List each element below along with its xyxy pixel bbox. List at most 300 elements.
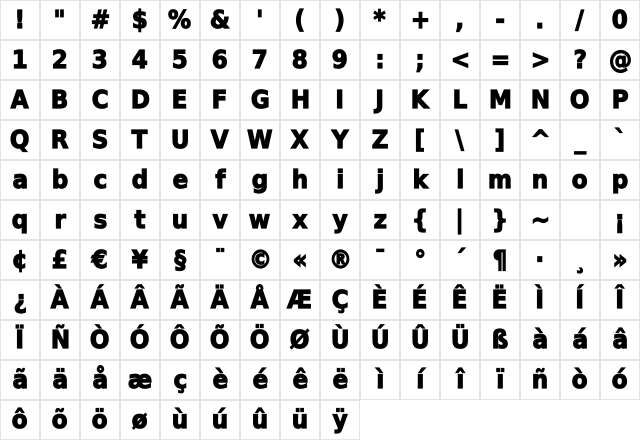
glyph: } — [491, 205, 509, 234]
glyph: Ò — [90, 325, 110, 354]
glyph: ] — [494, 125, 506, 154]
glyph-cell[interactable] — [120, 400, 160, 440]
glyph-cell[interactable] — [600, 40, 640, 80]
glyph-cell[interactable] — [400, 240, 440, 280]
glyph-cell[interactable] — [200, 160, 240, 200]
glyph: © — [248, 245, 272, 274]
glyph-cell[interactable] — [80, 160, 120, 200]
empty-area — [360, 400, 400, 440]
glyph: · — [535, 245, 545, 274]
glyph: s — [93, 205, 107, 234]
glyph: 5 — [171, 45, 189, 74]
glyph-cell[interactable] — [480, 200, 520, 240]
glyph-cell[interactable] — [280, 40, 320, 80]
glyph-cell[interactable] — [480, 320, 520, 360]
glyph-cell[interactable] — [360, 120, 400, 160]
glyph: R — [51, 125, 69, 154]
glyph: y — [332, 205, 348, 234]
glyph: ó — [612, 365, 628, 394]
glyph: 3 — [91, 45, 109, 74]
glyph: 2 — [51, 45, 69, 74]
glyph: Å — [251, 285, 269, 314]
glyph-cell[interactable] — [120, 0, 160, 40]
glyph: 1 — [11, 45, 29, 74]
glyph-cell[interactable] — [160, 80, 200, 120]
glyph: x — [292, 205, 308, 234]
glyph-cell[interactable] — [560, 80, 600, 120]
glyph: w — [249, 205, 271, 234]
glyph: 8 — [291, 45, 309, 74]
glyph: £ — [51, 245, 69, 274]
glyph: / — [575, 5, 585, 34]
glyph-cell[interactable] — [320, 200, 360, 240]
glyph: Y — [331, 125, 349, 154]
glyph-cell[interactable] — [200, 80, 240, 120]
glyph: d — [131, 165, 149, 194]
glyph-cell[interactable] — [160, 400, 200, 440]
glyph-cell[interactable] — [320, 240, 360, 280]
glyph: ` — [614, 125, 626, 154]
glyph: > — [530, 45, 550, 74]
glyph-cell[interactable] — [440, 320, 480, 360]
glyph-cell[interactable] — [0, 120, 40, 160]
glyph: = — [490, 45, 510, 74]
glyph: ¢ — [11, 245, 29, 274]
glyph-cell[interactable] — [560, 320, 600, 360]
glyph-cell[interactable] — [80, 40, 120, 80]
glyph-cell[interactable] — [280, 120, 320, 160]
glyph-cell[interactable] — [40, 0, 80, 40]
glyph-cell[interactable] — [80, 400, 120, 440]
glyph-cell[interactable] — [560, 40, 600, 80]
glyph-cell[interactable] — [200, 120, 240, 160]
glyph-cell[interactable] — [600, 240, 640, 280]
glyph-cell[interactable] — [600, 0, 640, 40]
glyph-cell[interactable] — [120, 240, 160, 280]
glyph-cell[interactable] — [360, 320, 400, 360]
glyph-cell[interactable] — [560, 280, 600, 320]
glyph-cell[interactable] — [520, 320, 560, 360]
glyph: r — [54, 205, 66, 234]
glyph: ) — [334, 5, 346, 34]
glyph-cell[interactable] — [160, 0, 200, 40]
glyph: À — [51, 285, 69, 314]
glyph: H — [290, 85, 310, 114]
glyph: Õ — [210, 325, 230, 354]
glyph: ô — [12, 405, 28, 434]
glyph-cell[interactable] — [80, 0, 120, 40]
glyph: J — [375, 85, 385, 114]
glyph-cell[interactable] — [440, 0, 480, 40]
glyph-cell[interactable] — [80, 240, 120, 280]
glyph: Ú — [370, 325, 390, 354]
glyph-cell[interactable] — [240, 360, 280, 400]
glyph: à — [532, 325, 548, 354]
glyph-cell[interactable] — [520, 0, 560, 40]
glyph-cell[interactable] — [280, 160, 320, 200]
glyph-cell[interactable] — [120, 40, 160, 80]
glyph-cell[interactable] — [40, 240, 80, 280]
glyph: « — [292, 245, 308, 274]
glyph-cell[interactable] — [480, 280, 520, 320]
glyph: D — [130, 85, 150, 114]
glyph-cell[interactable] — [120, 280, 160, 320]
glyph-cell[interactable] — [120, 120, 160, 160]
glyph-cell[interactable] — [0, 320, 40, 360]
glyph: å — [92, 365, 108, 394]
glyph-cell[interactable] — [600, 200, 640, 240]
glyph-cell[interactable] — [160, 240, 200, 280]
glyph-cell[interactable] — [360, 200, 400, 240]
glyph-cell[interactable] — [560, 200, 600, 240]
glyph-cell[interactable] — [280, 80, 320, 120]
glyph-cell[interactable] — [480, 0, 520, 40]
glyph-cell[interactable] — [40, 40, 80, 80]
glyph: ò — [572, 365, 588, 394]
glyph-cell[interactable] — [0, 280, 40, 320]
glyph-cell[interactable] — [160, 120, 200, 160]
glyph-cell[interactable] — [120, 360, 160, 400]
empty-area — [440, 400, 480, 440]
glyph: p — [611, 165, 629, 194]
glyph: C — [91, 85, 109, 114]
glyph-cell[interactable] — [480, 40, 520, 80]
glyph-cell[interactable] — [160, 320, 200, 360]
glyph-cell[interactable] — [520, 240, 560, 280]
empty-area — [560, 400, 600, 440]
glyph-cell[interactable] — [400, 160, 440, 200]
glyph-cell[interactable] — [400, 40, 440, 80]
glyph-cell[interactable] — [240, 40, 280, 80]
glyph-cell[interactable] — [40, 400, 80, 440]
glyph-cell[interactable] — [320, 0, 360, 40]
glyph-cell[interactable] — [280, 360, 320, 400]
glyph: ´ — [454, 245, 466, 274]
glyph-cell[interactable] — [200, 40, 240, 80]
empty-area — [480, 400, 520, 440]
glyph: 7 — [251, 45, 269, 74]
glyph-cell[interactable] — [320, 360, 360, 400]
glyph-cell[interactable] — [360, 0, 400, 40]
glyph: Ê — [452, 285, 468, 314]
glyph-cell[interactable] — [160, 360, 200, 400]
glyph-cell[interactable] — [560, 160, 600, 200]
glyph: X — [291, 125, 309, 154]
glyph-cell[interactable] — [480, 80, 520, 120]
glyph-cell[interactable] — [0, 160, 40, 200]
glyph: Ñ — [50, 325, 70, 354]
glyph-cell[interactable] — [80, 320, 120, 360]
glyph: F — [212, 85, 228, 114]
glyph: g — [251, 165, 269, 194]
glyph-cell[interactable] — [0, 360, 40, 400]
glyph-cell[interactable] — [360, 360, 400, 400]
glyph-cell[interactable] — [160, 200, 200, 240]
glyph-cell[interactable] — [360, 40, 400, 80]
glyph-cell[interactable] — [160, 280, 200, 320]
glyph-cell[interactable] — [400, 280, 440, 320]
glyph: Ö — [250, 325, 270, 354]
glyph: ä — [52, 365, 68, 394]
glyph-cell[interactable] — [440, 40, 480, 80]
glyph-cell[interactable] — [80, 120, 120, 160]
glyph: K — [411, 85, 429, 114]
glyph: Ó — [130, 325, 150, 354]
glyph-cell[interactable] — [320, 120, 360, 160]
glyph-cell[interactable] — [200, 0, 240, 40]
empty-area — [520, 400, 560, 440]
glyph-cell[interactable] — [560, 360, 600, 400]
glyph-cell[interactable] — [600, 120, 640, 160]
glyph-cell[interactable] — [0, 400, 40, 440]
glyph: ~ — [530, 205, 550, 234]
glyph-cell[interactable] — [280, 400, 320, 440]
glyph-cell[interactable] — [200, 200, 240, 240]
glyph-cell[interactable] — [0, 200, 40, 240]
glyph: S — [91, 125, 109, 154]
glyph: | — [455, 205, 465, 234]
glyph-cell[interactable] — [80, 80, 120, 120]
glyph: : — [375, 45, 385, 74]
glyph-cell[interactable] — [520, 80, 560, 120]
glyph-cell[interactable] — [120, 80, 160, 120]
glyph-cell[interactable] — [320, 160, 360, 200]
glyph: A — [11, 85, 29, 114]
empty-area — [600, 400, 640, 440]
glyph-cell[interactable] — [360, 160, 400, 200]
glyph-cell[interactable] — [200, 280, 240, 320]
glyph: ^ — [530, 125, 550, 154]
glyph-cell[interactable] — [600, 80, 640, 120]
glyph: ø — [132, 405, 148, 434]
glyph-cell[interactable] — [40, 200, 80, 240]
glyph: Ô — [170, 325, 190, 354]
glyph-cell[interactable] — [520, 200, 560, 240]
glyph: < — [450, 45, 470, 74]
glyph: ¶ — [492, 245, 508, 274]
glyph-cell[interactable] — [560, 120, 600, 160]
glyph: $ — [131, 5, 149, 34]
glyph-cell[interactable] — [480, 120, 520, 160]
glyph: é — [252, 365, 268, 394]
glyph: ß — [491, 325, 509, 354]
glyph: ù — [171, 405, 189, 434]
glyph-cell[interactable] — [520, 360, 560, 400]
glyph: Á — [91, 285, 109, 314]
glyph-cell[interactable] — [120, 200, 160, 240]
glyph: U — [170, 125, 190, 154]
glyph: á — [572, 325, 588, 354]
glyph: n — [531, 165, 549, 194]
glyph-cell[interactable] — [480, 160, 520, 200]
glyph-cell[interactable] — [0, 40, 40, 80]
glyph-cell[interactable] — [280, 0, 320, 40]
glyph-cell[interactable] — [320, 280, 360, 320]
glyph-cell[interactable] — [80, 360, 120, 400]
glyph: ! — [14, 5, 26, 34]
glyph-cell[interactable] — [160, 40, 200, 80]
glyph: . — [535, 5, 545, 34]
glyph-cell[interactable] — [40, 280, 80, 320]
glyph: M — [488, 85, 512, 114]
glyph-cell[interactable] — [80, 280, 120, 320]
glyph: ú — [211, 405, 229, 434]
glyph-cell[interactable] — [600, 280, 640, 320]
glyph: » — [612, 245, 628, 274]
glyph: i — [336, 165, 344, 194]
glyph: ¡ — [614, 205, 626, 234]
glyph: Ã — [171, 285, 189, 314]
glyph: ö — [92, 405, 108, 434]
glyph-cell[interactable] — [320, 80, 360, 120]
glyph: e — [172, 165, 188, 194]
glyph-cell[interactable] — [240, 240, 280, 280]
glyph-cell[interactable] — [560, 240, 600, 280]
glyph-cell[interactable] — [240, 0, 280, 40]
glyph-cell[interactable] — [400, 320, 440, 360]
glyph-cell[interactable] — [400, 200, 440, 240]
glyph-cell[interactable] — [320, 320, 360, 360]
glyph: ¿ — [13, 285, 27, 314]
glyph: f — [214, 165, 226, 194]
glyph-cell[interactable] — [480, 240, 520, 280]
glyph-cell[interactable] — [160, 160, 200, 200]
glyph-cell[interactable] — [200, 400, 240, 440]
glyph-cell[interactable] — [400, 120, 440, 160]
glyph: G — [250, 85, 270, 114]
glyph-cell[interactable] — [40, 360, 80, 400]
glyph: # — [90, 5, 110, 34]
glyph: b — [51, 165, 69, 194]
glyph: , — [455, 5, 465, 34]
glyph: Ù — [330, 325, 350, 354]
glyph-cell[interactable] — [320, 40, 360, 80]
glyph-cell[interactable] — [400, 80, 440, 120]
glyph-cell[interactable] — [440, 80, 480, 120]
glyph: N — [530, 85, 550, 114]
glyph: @ — [608, 45, 632, 74]
glyph: L — [452, 85, 468, 114]
glyph: k — [412, 165, 428, 194]
glyph: E — [172, 85, 188, 114]
glyph-cell[interactable] — [200, 320, 240, 360]
glyph: 4 — [131, 45, 149, 74]
glyph-cell[interactable] — [40, 320, 80, 360]
glyph-cell[interactable] — [320, 400, 360, 440]
glyph: { — [411, 205, 429, 234]
empty-area — [400, 400, 440, 440]
glyph-cell[interactable] — [40, 80, 80, 120]
glyph-cell[interactable] — [240, 400, 280, 440]
glyph-cell[interactable] — [240, 120, 280, 160]
glyph-cell[interactable] — [0, 0, 40, 40]
glyph-cell[interactable] — [600, 360, 640, 400]
glyph-cell[interactable] — [440, 160, 480, 200]
glyph: ÿ — [332, 405, 348, 434]
glyph-cell[interactable] — [240, 160, 280, 200]
glyph-cell[interactable] — [240, 280, 280, 320]
glyph-cell[interactable] — [480, 360, 520, 400]
glyph: _ — [574, 125, 586, 154]
glyph: o — [572, 165, 588, 194]
glyph-cell[interactable] — [120, 320, 160, 360]
glyph-cell[interactable] — [40, 120, 80, 160]
glyph: í — [416, 365, 424, 394]
glyph: ¯ — [374, 245, 386, 274]
glyph: ; — [415, 45, 425, 74]
glyph: ü — [291, 405, 309, 434]
glyph-cell[interactable] — [440, 200, 480, 240]
glyph: ' — [256, 5, 264, 34]
glyph: 6 — [211, 45, 229, 74]
glyph-cell[interactable] — [240, 320, 280, 360]
glyph-cell[interactable] — [360, 80, 400, 120]
glyph: " — [54, 5, 66, 34]
glyph: ¥ — [131, 245, 149, 274]
glyph-cell[interactable] — [520, 40, 560, 80]
glyph-cell[interactable] — [440, 360, 480, 400]
glyph-cell[interactable] — [360, 240, 400, 280]
glyph-cell[interactable] — [240, 80, 280, 120]
glyph-cell[interactable] — [360, 280, 400, 320]
glyph: t — [134, 205, 146, 234]
glyph-cell[interactable] — [0, 80, 40, 120]
glyph-cell[interactable] — [200, 360, 240, 400]
glyph-cell[interactable] — [40, 160, 80, 200]
glyph: æ — [127, 365, 153, 394]
glyph: ¨ — [214, 245, 226, 274]
glyph-cell[interactable] — [240, 200, 280, 240]
glyph: ñ — [531, 365, 549, 394]
glyph-cell[interactable] — [440, 240, 480, 280]
glyph: I — [335, 85, 345, 114]
glyph-cell[interactable] — [520, 160, 560, 200]
glyph-cell[interactable] — [520, 120, 560, 160]
glyph: c — [93, 165, 107, 194]
glyph-cell[interactable] — [560, 0, 600, 40]
glyph: \ — [455, 125, 465, 154]
glyph-cell[interactable] — [80, 200, 120, 240]
glyph-cell[interactable] — [520, 280, 560, 320]
glyph: Ç — [331, 285, 349, 314]
glyph: Ë — [492, 285, 508, 314]
glyph: q — [11, 205, 29, 234]
glyph-cell[interactable] — [400, 0, 440, 40]
glyph-cell[interactable] — [200, 240, 240, 280]
glyph-cell[interactable] — [440, 280, 480, 320]
glyph: a — [12, 165, 28, 194]
glyph-cell[interactable] — [400, 360, 440, 400]
glyph: â — [612, 325, 628, 354]
glyph-cell[interactable] — [280, 240, 320, 280]
glyph-cell[interactable] — [600, 160, 640, 200]
glyph: V — [211, 125, 229, 154]
glyph: Z — [371, 125, 389, 154]
glyph-cell[interactable] — [0, 240, 40, 280]
glyph-cell[interactable] — [280, 200, 320, 240]
glyph-cell[interactable] — [120, 160, 160, 200]
glyph-cell[interactable] — [440, 120, 480, 160]
glyph-cell[interactable] — [280, 320, 320, 360]
glyph: W — [247, 125, 273, 154]
glyph: l — [456, 165, 464, 194]
glyph: & — [209, 5, 231, 34]
glyph-cell[interactable] — [280, 280, 320, 320]
glyph-cell[interactable] — [600, 320, 640, 360]
glyph: õ — [52, 405, 68, 434]
glyph: Î — [615, 285, 625, 314]
glyph: j — [376, 165, 384, 194]
